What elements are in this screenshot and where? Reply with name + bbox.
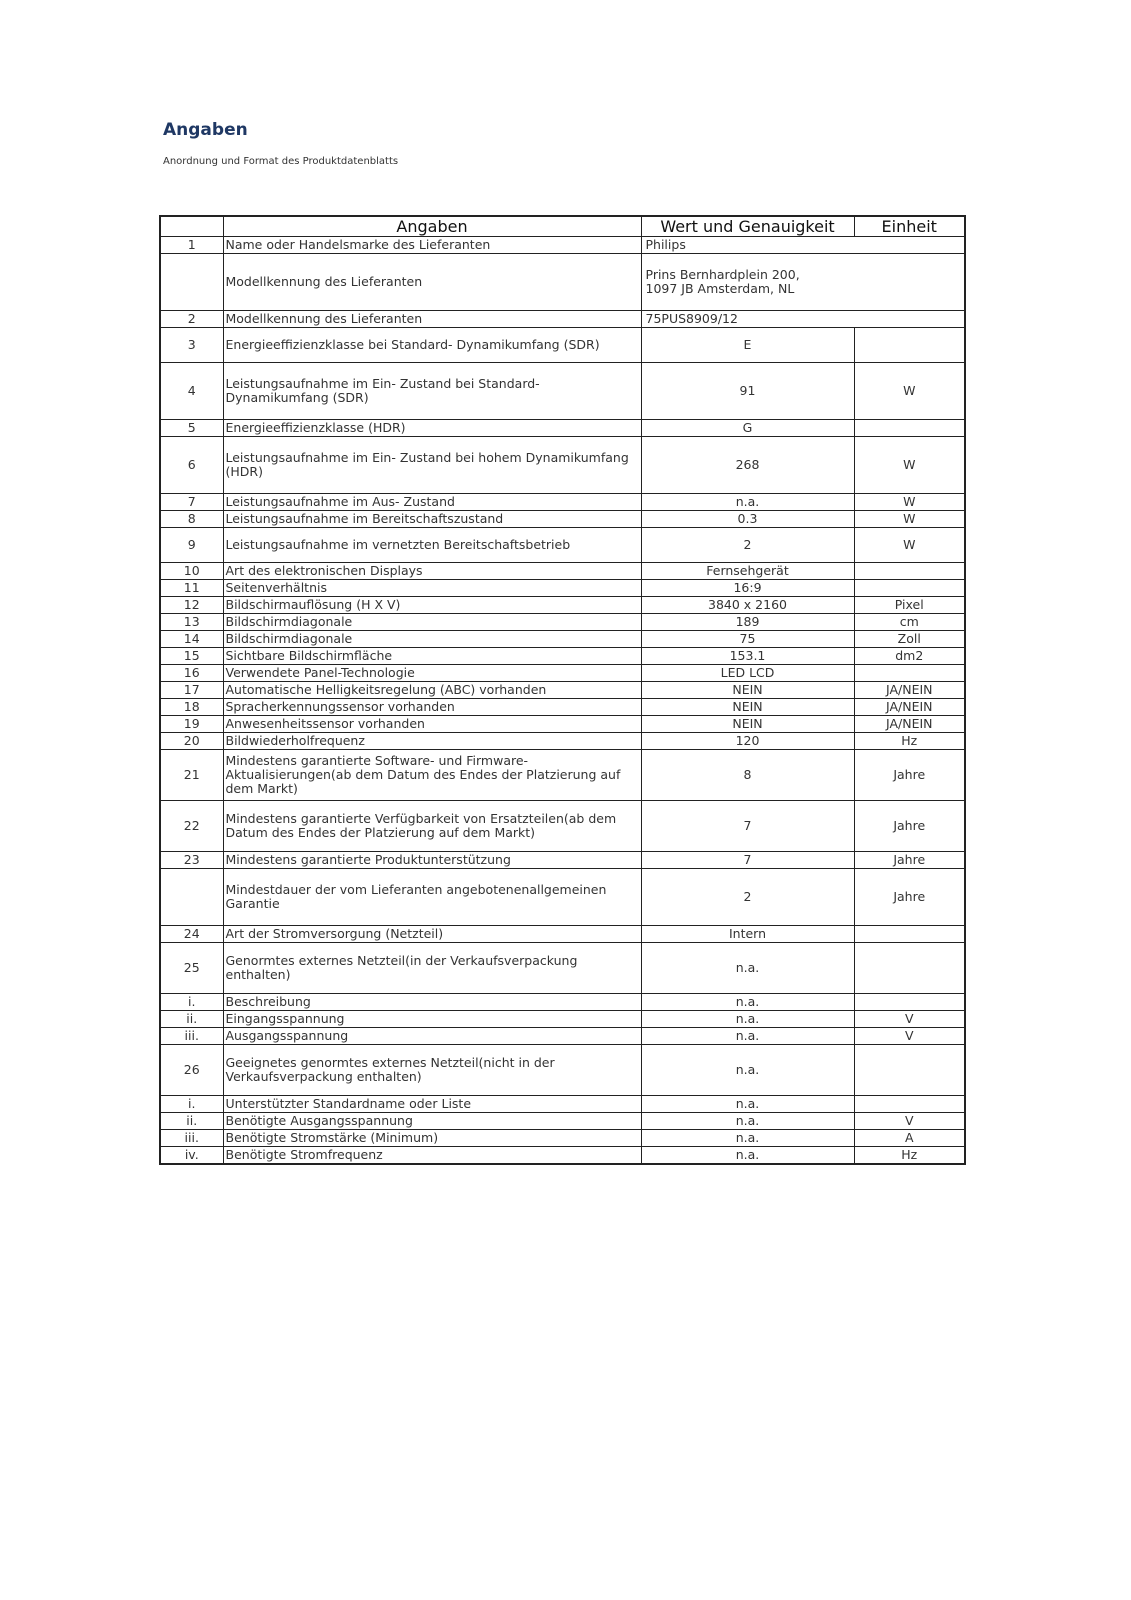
row-unit: Zoll	[854, 631, 965, 648]
row-unit	[854, 328, 965, 363]
row-value: Prins Bernhardplein 200, 1097 JB Amsterdam, NL	[641, 254, 965, 311]
table-row	[160, 580, 965, 597]
row-description: Leistungsaufnahme im vernetzten Bereitschaftsbetrieb	[223, 528, 641, 563]
row-number: 14	[160, 631, 223, 648]
row-description: Verwendete Panel-Technologie	[223, 665, 641, 682]
table-row	[160, 254, 965, 311]
row-value: n.a.	[641, 494, 854, 511]
row-unit: Pixel	[854, 597, 965, 614]
row-value: n.a.	[641, 1011, 854, 1028]
row-value: NEIN	[641, 716, 854, 733]
table-row	[160, 733, 965, 750]
row-number: 17	[160, 682, 223, 699]
row-number: 2	[160, 311, 223, 328]
table-row	[160, 631, 965, 648]
row-number: 10	[160, 563, 223, 580]
row-description: Name oder Handelsmarke des Lieferanten	[223, 237, 641, 254]
row-unit	[854, 943, 965, 994]
row-number: 24	[160, 926, 223, 943]
row-description: Bildschirmauflösung (H X V)	[223, 597, 641, 614]
row-number: 23	[160, 852, 223, 869]
table-row	[160, 1130, 965, 1147]
row-number: 18	[160, 699, 223, 716]
table-row	[160, 420, 965, 437]
row-unit: cm	[854, 614, 965, 631]
row-number: 3	[160, 328, 223, 363]
row-unit	[854, 665, 965, 682]
row-number: 5	[160, 420, 223, 437]
row-description: Beschreibung	[223, 994, 641, 1011]
table-row	[160, 699, 965, 716]
row-value: 2	[641, 869, 854, 926]
row-description: Benötigte Stromfrequenz	[223, 1147, 641, 1165]
table-row	[160, 869, 965, 926]
row-value: 75	[641, 631, 854, 648]
row-unit: W	[854, 511, 965, 528]
row-unit: V	[854, 1011, 965, 1028]
table-row	[160, 994, 965, 1011]
row-unit	[854, 1096, 965, 1113]
row-number: 12	[160, 597, 223, 614]
table-row	[160, 750, 965, 801]
table-row	[160, 494, 965, 511]
row-description: Anwesenheitssensor vorhanden	[223, 716, 641, 733]
row-unit: Hz	[854, 733, 965, 750]
row-value: Fernsehgerät	[641, 563, 854, 580]
row-description: Benötigte Stromstärke (Minimum)	[223, 1130, 641, 1147]
table-row	[160, 1147, 965, 1165]
row-number: 6	[160, 437, 223, 494]
row-unit: W	[854, 528, 965, 563]
row-number: 7	[160, 494, 223, 511]
row-value: n.a.	[641, 1113, 854, 1130]
row-number	[160, 869, 223, 926]
row-unit: W	[854, 494, 965, 511]
row-number: 22	[160, 801, 223, 852]
row-value: NEIN	[641, 682, 854, 699]
table-row	[160, 563, 965, 580]
table-row	[160, 682, 965, 699]
row-unit	[854, 926, 965, 943]
row-number: 8	[160, 511, 223, 528]
table-row	[160, 311, 965, 328]
row-value: n.a.	[641, 1147, 854, 1165]
row-value: Philips	[641, 237, 965, 254]
row-description: Modellkennung des Lieferanten	[223, 254, 641, 311]
table-row	[160, 437, 965, 494]
table-row	[160, 801, 965, 852]
row-number: iii.	[160, 1028, 223, 1045]
table-row	[160, 852, 965, 869]
table-header-row	[160, 216, 965, 237]
header-einheit: Einheit	[854, 216, 965, 237]
row-value: n.a.	[641, 1028, 854, 1045]
table-row	[160, 511, 965, 528]
row-value: 153.1	[641, 648, 854, 665]
row-number: 15	[160, 648, 223, 665]
row-value: 7	[641, 852, 854, 869]
row-value: n.a.	[641, 1096, 854, 1113]
row-unit	[854, 994, 965, 1011]
table-row	[160, 1028, 965, 1045]
row-unit: Jahre	[854, 869, 965, 926]
table-row	[160, 1011, 965, 1028]
row-value: n.a.	[641, 1130, 854, 1147]
table-row	[160, 943, 965, 994]
row-value: 120	[641, 733, 854, 750]
row-description: Leistungsaufnahme im Aus- Zustand	[223, 494, 641, 511]
table-row	[160, 926, 965, 943]
row-number: 26	[160, 1045, 223, 1096]
row-description: Geeignetes genormtes externes Netzteil(nicht in der Verkaufsverpackung enthalten)	[223, 1045, 641, 1096]
header-nr	[160, 216, 223, 237]
row-description: Ausgangsspannung	[223, 1028, 641, 1045]
row-unit: JA/NEIN	[854, 699, 965, 716]
row-description: Energieeffizienzklasse bei Standard- Dynamikumfang (SDR)	[223, 328, 641, 363]
row-unit: A	[854, 1130, 965, 1147]
row-description: Mindestens garantierte Produktunterstützung	[223, 852, 641, 869]
row-number: 19	[160, 716, 223, 733]
row-number: 16	[160, 665, 223, 682]
row-number: i.	[160, 994, 223, 1011]
row-value: 16:9	[641, 580, 854, 597]
table-row	[160, 648, 965, 665]
row-description: Mindestens garantierte Software- und Firmware-Aktualisierungen(ab dem Datum des Endes der Platzierung auf dem Markt)	[223, 750, 641, 801]
row-value: NEIN	[641, 699, 854, 716]
row-unit: Hz	[854, 1147, 965, 1165]
row-description: Modellkennung des Lieferanten	[223, 311, 641, 328]
row-description: Bildwiederholfrequenz	[223, 733, 641, 750]
row-description: Seitenverhältnis	[223, 580, 641, 597]
row-value: LED LCD	[641, 665, 854, 682]
row-number: 13	[160, 614, 223, 631]
row-unit: V	[854, 1028, 965, 1045]
row-number: iv.	[160, 1147, 223, 1165]
row-value: 189	[641, 614, 854, 631]
row-value: n.a.	[641, 943, 854, 994]
row-number: 25	[160, 943, 223, 994]
row-description: Bildschirmdiagonale	[223, 614, 641, 631]
row-description: Art des elektronischen Displays	[223, 563, 641, 580]
row-value: 3840 x 2160	[641, 597, 854, 614]
row-value: 268	[641, 437, 854, 494]
row-number: 4	[160, 363, 223, 420]
table-row	[160, 665, 965, 682]
table-row	[160, 597, 965, 614]
header-wert: Wert und Genauigkeit	[641, 216, 854, 237]
row-description: Leistungsaufnahme im Ein- Zustand bei Standard-Dynamikumfang (SDR)	[223, 363, 641, 420]
row-description: Bildschirmdiagonale	[223, 631, 641, 648]
row-unit: Jahre	[854, 750, 965, 801]
table-row	[160, 1113, 965, 1130]
table-row	[160, 1096, 965, 1113]
row-number: 1	[160, 237, 223, 254]
row-value: 75PUS8909/12	[641, 311, 965, 328]
row-value: E	[641, 328, 854, 363]
row-description: Automatische Helligkeitsregelung (ABC) vorhanden	[223, 682, 641, 699]
page-subtitle: Anordnung und Format des Produktdatenblatts	[163, 156, 399, 167]
row-value: G	[641, 420, 854, 437]
row-unit	[854, 420, 965, 437]
row-number: ii.	[160, 1113, 223, 1130]
table-row	[160, 1045, 965, 1096]
row-unit	[854, 563, 965, 580]
row-value: 91	[641, 363, 854, 420]
row-description: Genormtes externes Netzteil(in der Verkaufsverpackung enthalten)	[223, 943, 641, 994]
table-row	[160, 614, 965, 631]
row-unit: JA/NEIN	[854, 716, 965, 733]
product-data-table	[159, 215, 966, 1165]
row-number: ii.	[160, 1011, 223, 1028]
row-value: n.a.	[641, 1045, 854, 1096]
table-row	[160, 716, 965, 733]
row-description: Sichtbare Bildschirmfläche	[223, 648, 641, 665]
row-unit: W	[854, 363, 965, 420]
row-description: Spracherkennungssensor vorhanden	[223, 699, 641, 716]
row-number	[160, 254, 223, 311]
row-number: 11	[160, 580, 223, 597]
row-unit: Jahre	[854, 852, 965, 869]
row-number: i.	[160, 1096, 223, 1113]
table-row	[160, 328, 965, 363]
header-angaben: Angaben	[223, 216, 641, 237]
row-description: Eingangsspannung	[223, 1011, 641, 1028]
row-description: Leistungsaufnahme im Bereitschaftszustand	[223, 511, 641, 528]
row-value: n.a.	[641, 994, 854, 1011]
row-unit: JA/NEIN	[854, 682, 965, 699]
row-value: 7	[641, 801, 854, 852]
table-body	[160, 237, 965, 1165]
page-title: Angaben	[163, 120, 248, 140]
row-unit: Jahre	[854, 801, 965, 852]
table-row	[160, 363, 965, 420]
row-unit: dm2	[854, 648, 965, 665]
row-description: Mindestens garantierte Verfügbarkeit von Ersatzteilen(ab dem Datum des Endes der Platzierung auf dem Markt)	[223, 801, 641, 852]
row-value: Intern	[641, 926, 854, 943]
table-row	[160, 237, 965, 254]
row-value: 8	[641, 750, 854, 801]
row-unit: W	[854, 437, 965, 494]
row-description: Unterstützter Standardname oder Liste	[223, 1096, 641, 1113]
row-number: 20	[160, 733, 223, 750]
row-value: 2	[641, 528, 854, 563]
row-number: iii.	[160, 1130, 223, 1147]
row-number: 21	[160, 750, 223, 801]
row-unit	[854, 1045, 965, 1096]
row-description: Energieeffizienzklasse (HDR)	[223, 420, 641, 437]
row-unit: V	[854, 1113, 965, 1130]
row-description: Leistungsaufnahme im Ein- Zustand bei hohem Dynamikumfang (HDR)	[223, 437, 641, 494]
row-number: 9	[160, 528, 223, 563]
row-value: 0.3	[641, 511, 854, 528]
row-unit	[854, 580, 965, 597]
table-row	[160, 528, 965, 563]
row-description: Art der Stromversorgung (Netzteil)	[223, 926, 641, 943]
row-description: Mindestdauer der vom Lieferanten angebotenenallgemeinen Garantie	[223, 869, 641, 926]
row-description: Benötigte Ausgangsspannung	[223, 1113, 641, 1130]
